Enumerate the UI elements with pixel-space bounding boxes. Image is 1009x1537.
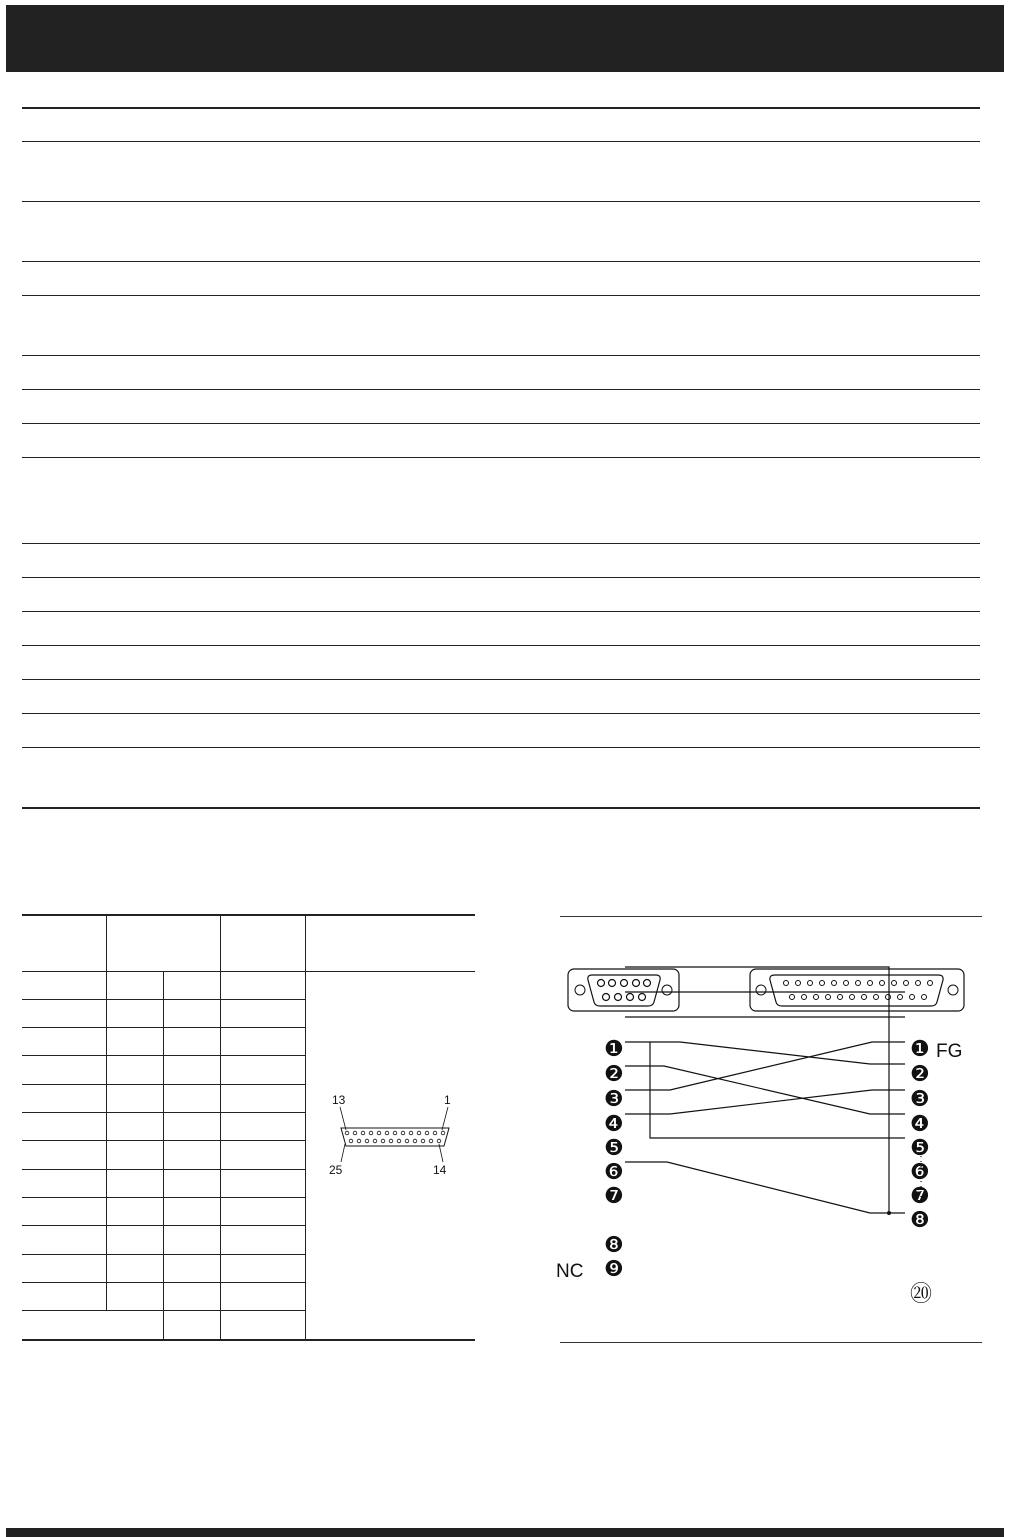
left-pin-2: ❷	[604, 1062, 624, 1087]
spec-table-row-rule	[22, 457, 980, 458]
spec-table-row-rule	[22, 543, 980, 544]
spec-table-row-rule	[22, 747, 980, 748]
fg-label: FG	[936, 1041, 963, 1062]
pin-table-col-rule	[305, 914, 306, 1339]
left-pin-3: ❸	[604, 1087, 624, 1112]
pin-label-13: 13	[332, 1093, 346, 1107]
right-pin-1: ❶	[910, 1037, 930, 1062]
pin-table-col-rule	[220, 914, 221, 1339]
left-pin-4: ❹	[604, 1112, 624, 1137]
spec-table-row-rule	[22, 611, 980, 612]
spec-table-row-rule	[22, 201, 980, 202]
pin-table-header-rule	[22, 971, 475, 972]
right-pin-5: ❺	[910, 1136, 930, 1161]
left-pin-8: ❽	[604, 1233, 624, 1258]
right-pin-6: ❻	[910, 1160, 930, 1185]
page-header-bar	[6, 5, 1004, 72]
right-pin-20: ⑳	[910, 1282, 933, 1307]
spec-table-row-rule	[22, 679, 980, 680]
pin-label-1: 1	[444, 1093, 451, 1107]
spec-table-row-rule	[22, 423, 980, 424]
right-pin-3: ❸	[910, 1087, 930, 1112]
pin-assignment-table	[22, 914, 475, 1342]
spec-table-row-rule	[22, 295, 980, 296]
page-footer-bar	[6, 1528, 1004, 1537]
pin-label-14: 14	[433, 1163, 447, 1177]
spec-table-row-rule	[22, 577, 980, 578]
right-pin-8: ❽	[910, 1208, 930, 1233]
db9-connector-icon	[568, 969, 679, 1011]
cable-wiring-diagram	[556, 916, 982, 1344]
left-pin-1: ❶	[604, 1037, 624, 1062]
spec-table-row-rule	[22, 261, 980, 262]
spec-table-bottom-rule	[22, 807, 980, 809]
left-pin-9: ❾	[604, 1257, 624, 1282]
pin-table-col-rule	[106, 914, 107, 1310]
right-pin-4: ❹	[910, 1112, 930, 1137]
left-pin-6: ❻	[604, 1160, 624, 1185]
spec-table-row-rule	[22, 141, 980, 142]
spec-table-top-rule	[22, 107, 980, 109]
db25-pinout-diagram	[327, 1090, 462, 1180]
db25-connector-shape	[327, 1090, 462, 1180]
left-pin-7: ❼	[604, 1184, 624, 1209]
pin-label-25: 25	[329, 1163, 343, 1177]
db25-connector-icon	[750, 969, 964, 1011]
spec-table-row-rule	[22, 713, 980, 714]
pin-table-top-rule	[22, 914, 475, 916]
left-pin-5: ❺	[604, 1136, 624, 1161]
spec-table-row-rule	[22, 645, 980, 646]
spec-table-row-rule	[22, 355, 980, 356]
right-pin-2: ❷	[910, 1062, 930, 1087]
pin-table-bottom-rule	[22, 1339, 475, 1341]
pin-table-col-rule	[163, 971, 164, 1339]
nc-label: NC	[556, 1261, 584, 1282]
spec-table-row-rule	[22, 389, 980, 390]
right-pin-7: ❼	[910, 1184, 930, 1209]
